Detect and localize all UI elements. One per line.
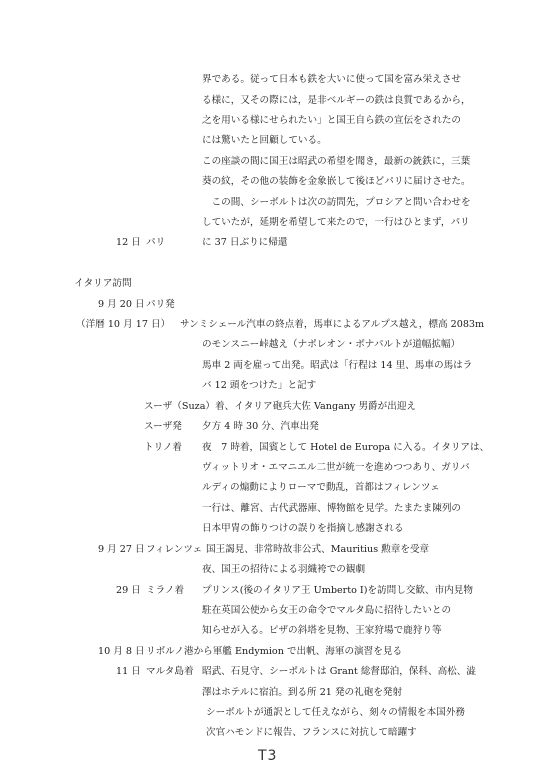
paragraph-line: 之を用いる様にせられたい」と国王自ら鉄の宣伝をされたの — [202, 115, 462, 126]
paragraph-line: していたが，延期を希望して来たので，一行はひとまず，パリ — [202, 217, 470, 228]
entry-text: ルディの煽動によりローマで動乱，首都はフィレンツェ — [202, 482, 440, 493]
entry-text: リボルノ港から軍艦 Endymion で出帆、海軍の演習を見る — [146, 646, 403, 657]
entry-place: パリ発 — [146, 299, 175, 310]
entry-text: 夜、国王の招待による羽織袴での観劇 — [202, 564, 366, 575]
entry-text: バ 12 頭をつけた」と記す — [202, 380, 317, 391]
entry-text: に 37 日ぶりに帰還 — [202, 237, 288, 248]
entry-text: サンミシェール汽車の終点着，馬車によるアルプス越え，標高 2083m — [180, 319, 485, 330]
entry-text: 澤はホテルに宿泊。到る所 21 発の礼砲を発射 — [202, 687, 403, 698]
entry-text: シーボルトが通訳として任えながら、刻々の情報を本国外務 — [206, 707, 466, 718]
entry-place: スーザ（Suza）着、イタリア砲兵大佐 Vangany 男爵が出迎え — [144, 401, 417, 412]
entry-date: 12 日 — [116, 237, 141, 248]
entry-text: 知らせが入る。ピザの斜塔を見物、王家狩場で鹿狩り等 — [202, 625, 442, 636]
entry-text: 国王謁見、非常時故非公式、Mauritius 勲章を受章 — [206, 544, 430, 555]
paragraph-line: には驚いたと回顧している。 — [202, 135, 327, 146]
paragraph-line: この座談の間に国王は昭武の希望を聞き，最新の銃鉄に，三葉 — [202, 156, 471, 167]
entry-text: プリンス(後のイタリア王 Umberto I)を訪問し交歓、市内見物 — [202, 585, 473, 596]
paragraph-line: る様に，又その際には，是非ベルギーの鉄は良質であるから， — [202, 95, 471, 106]
entry-text: 夕方 4 時 30 分、汽車出発 — [202, 421, 319, 432]
paragraph-line: 界である。従って日本も鉄を大いに使って国を富み栄えさせ — [202, 74, 462, 85]
entry-date: 10 月 8 日 — [98, 646, 145, 657]
entry-place: スーザ発 — [144, 421, 182, 432]
entry-place: マルタ島着 — [146, 666, 194, 677]
section-title: イタリア訪問 — [74, 278, 132, 289]
entry-text: ヴィットリオ・エマニエル二世が統一を進めつつあり、ガリバ — [202, 462, 470, 473]
paragraph-line: この間、シーボルトは次の訪問先，プロシアと問い合わせを — [202, 197, 471, 208]
entry-text: 次官ハモンドに報告、フランスに対抗して暗躍す — [206, 727, 417, 738]
entry-date: 11 日 — [116, 666, 141, 677]
entry-text: 馬車 2 両を雇って出発。昭武は「行程は 14 里、馬車の馬はラ — [202, 360, 473, 371]
entry-text: のモンスニー峠越え（ナポレオン・ボナパルトが道幅拡幅） — [202, 339, 461, 350]
entry-text: 駐在英国公使から女王の命令でマルタ島に招待したいとの — [202, 605, 452, 616]
page-number: T3 — [258, 748, 278, 764]
entry-place: フィレンツェ — [146, 544, 203, 555]
entry-date: 29 日 — [116, 585, 141, 596]
entry-text: 一行は、離宮、古代武器庫、博物館を見学。たまたま陳列の — [202, 503, 462, 514]
paragraph-line: 葵の紋，その他の装飾を金象嵌して後ほどパリに届けさせた。 — [202, 176, 471, 187]
entry-place: パリ — [146, 237, 166, 248]
entry-place: トリノ着 — [144, 442, 182, 453]
entry-text: 昭武、石見守、シーボルトは Grant 総督邸泊，保科、高松、澁 — [202, 666, 476, 677]
entry-date: 9 月 20 日 — [98, 299, 145, 310]
entry-text: 日本甲冑の飾りつけの誤りを指摘し感謝される — [202, 523, 404, 534]
entry-date: 9 月 27 日 — [98, 544, 145, 555]
entry-date-western: （洋暦 10 月 17 日） — [76, 319, 171, 330]
entry-text: 夜 7 時着，国賓として Hotel de Europa に入る。イタリアは、 — [202, 442, 490, 453]
entry-place: ミラノ着 — [146, 585, 185, 596]
